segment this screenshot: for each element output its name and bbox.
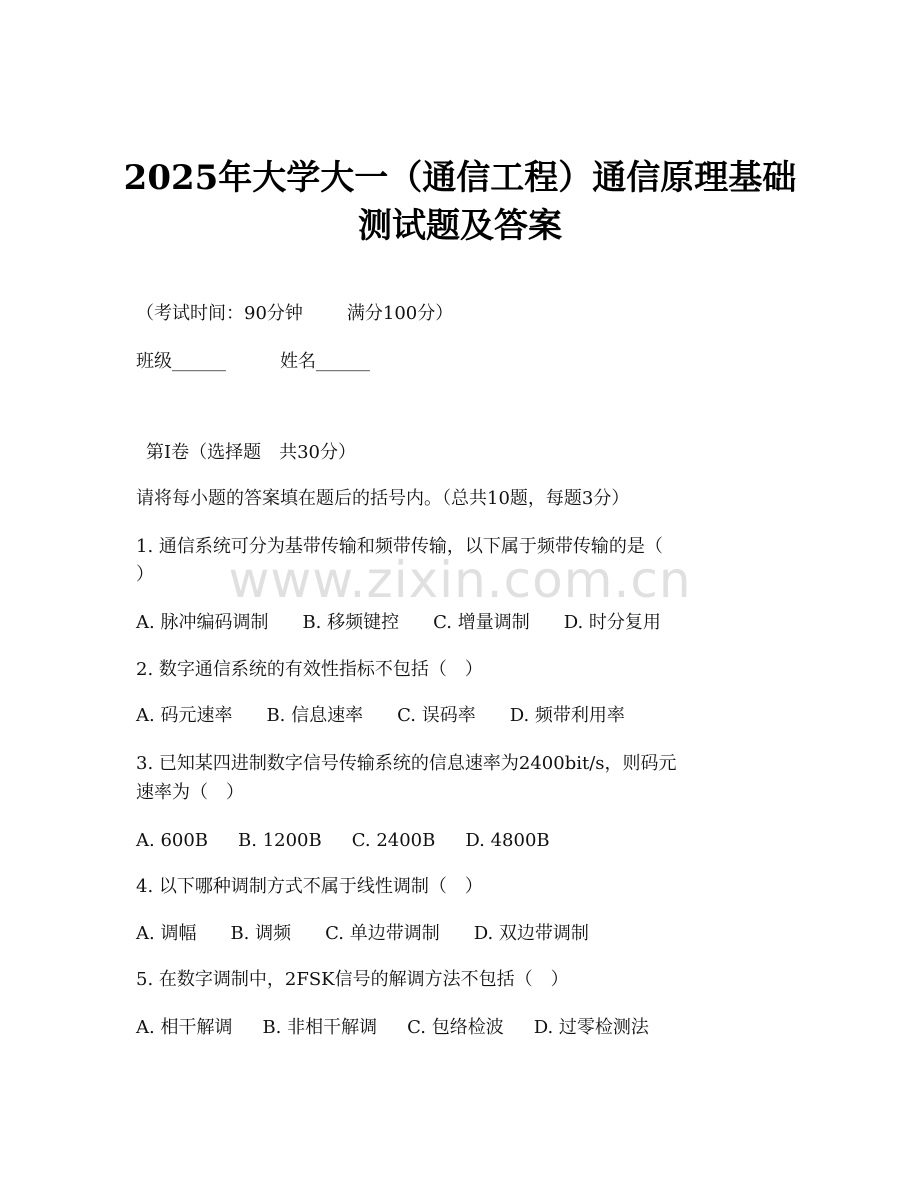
option-b: B. 移频键控: [302, 612, 400, 633]
question-4-options: [136, 922, 589, 946]
question-5-options: [136, 1016, 649, 1040]
document-title-line-2: 测试题及答案: [358, 206, 562, 246]
option-d: D. 双边带调制: [473, 923, 589, 944]
question-2-options: [136, 704, 625, 728]
option-a: A. 600B: [136, 830, 209, 851]
option-c: C. 单边带调制: [325, 923, 440, 944]
option-a: A. 相干解调: [136, 1017, 233, 1038]
option-a: A. 脉冲编码调制: [136, 612, 269, 633]
option-d: D. 时分复用: [563, 612, 661, 633]
class-field: 班级______: [136, 351, 226, 372]
option-b: B. 信息速率: [266, 705, 364, 726]
option-b: B. 1200B: [238, 830, 322, 851]
section-title: 第Ⅰ卷（选择题 共30分）: [146, 442, 357, 463]
question-5-stem: 5. 在数字调制中，2FSK信号的解调方法不包括（ ）: [136, 969, 569, 990]
option-d: D. 过零检测法: [533, 1017, 649, 1038]
question-1-options: [136, 611, 661, 635]
option-a: A. 码元速率: [136, 705, 233, 726]
option-d: D. 频带利用率: [509, 705, 625, 726]
exam-full-score: 满分100分）: [346, 303, 454, 324]
option-a: A. 调幅: [136, 923, 197, 944]
exam-time: （考试时间：90分钟: [136, 303, 303, 324]
option-c: C. 误码率: [397, 705, 476, 726]
question-3-stem-line-1: 3. 已知某四进制数字信号传输系统的信息速率为2400bit/s，则码元: [136, 753, 677, 774]
option-c: C. 包络检波: [407, 1017, 504, 1038]
question-3-options: [136, 829, 550, 853]
watermark-text: www.zixin.com.cn: [228, 551, 692, 609]
question-1-stem-line-1: 1. 通信系统可分为基带传输和频带传输，以下属于频带传输的是（: [136, 536, 663, 557]
student-info: [136, 350, 370, 374]
question-3-stem-line-2: 速率为（ ）: [136, 782, 244, 803]
document-title-line-1: 2025年大学大一（通信工程）通信原理基础: [123, 158, 797, 198]
option-d: D. 4800B: [465, 830, 550, 851]
question-1-stem-line-2: ）: [136, 564, 154, 585]
question-2-stem: 2. 数字通信系统的有效性指标不包括（ ）: [136, 659, 483, 680]
section-instruction: 请将每小题的答案填在题后的括号内。（总共10题，每题3分）: [136, 488, 630, 509]
option-c: C. 增量调制: [433, 612, 530, 633]
name-field: 姓名______: [280, 351, 370, 372]
option-c: C. 2400B: [351, 830, 436, 851]
option-b: B. 非相干解调: [262, 1017, 378, 1038]
question-4-stem: 4. 以下哪种调制方式不属于线性调制（ ）: [136, 876, 483, 897]
option-b: B. 调频: [230, 923, 292, 944]
exam-info: [136, 302, 453, 326]
